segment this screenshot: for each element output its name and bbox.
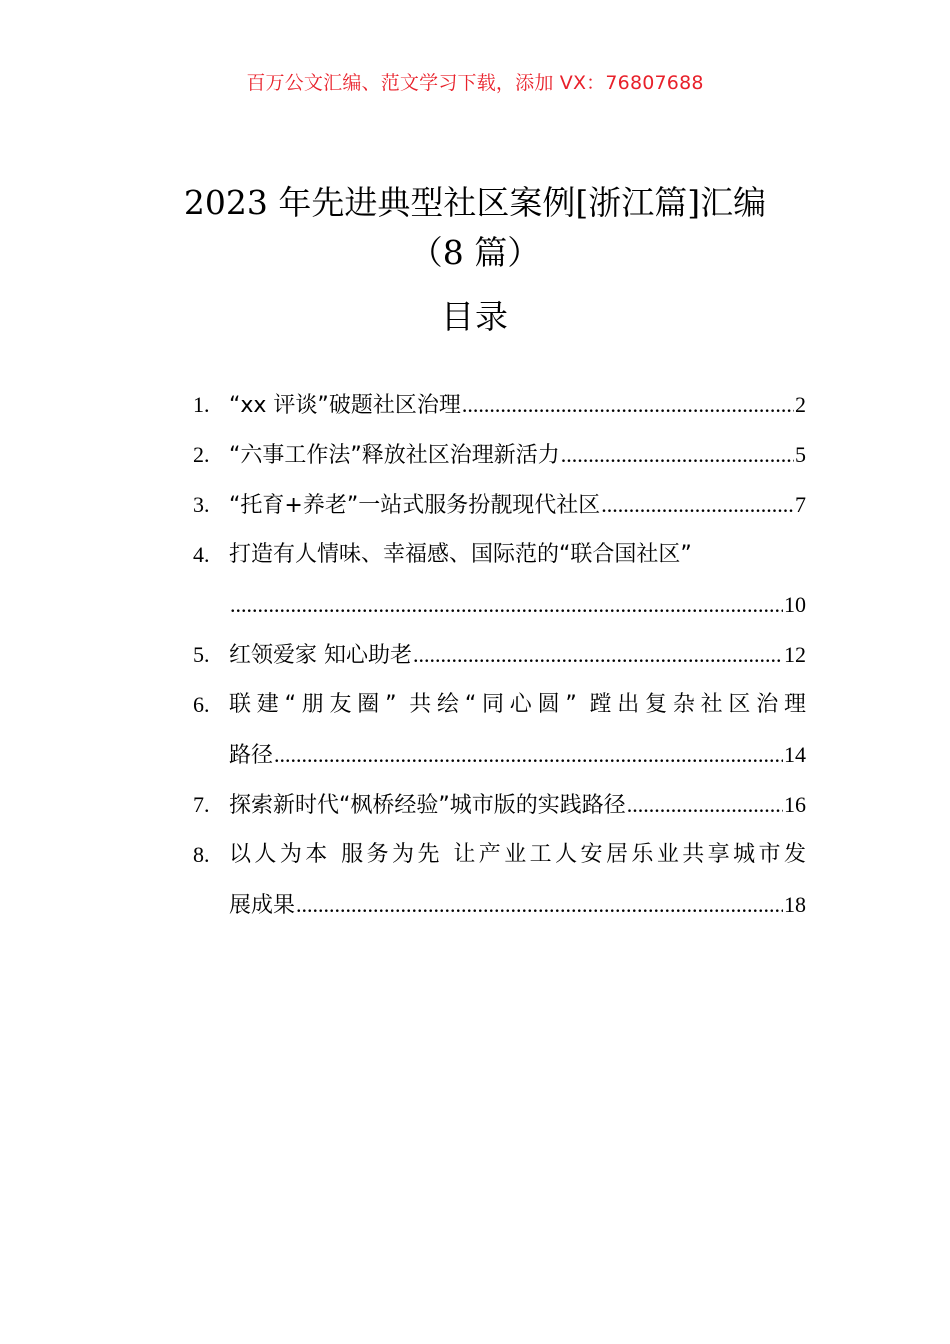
- toc-item-title: 红领爱家 知心助老: [229, 643, 412, 668]
- toc-item[interactable]: [193, 780, 806, 830]
- watermark-banner: 百万公文汇编、范文学习下载，添加 VX：76807688: [246, 72, 704, 94]
- document-subtitle: （8 篇）: [409, 233, 541, 272]
- toc-item-title: 打造有人情味、幸福感、国际范的“联合国社区”: [229, 542, 692, 567]
- toc-item-number: 8.: [193, 842, 210, 867]
- toc-item-number: 3.: [193, 492, 210, 517]
- toc-leader-dots: [230, 580, 783, 630]
- toc-leader-dots: [413, 630, 783, 680]
- toc-item-number: 6.: [193, 692, 210, 717]
- toc-leader-dots: [462, 380, 794, 430]
- toc-item-title: 联建“朋友圈” 共绘“同心圆” 蹚出复杂社区治理: [229, 692, 806, 717]
- toc-item-title: “xx 评谈”破题社区治理: [229, 393, 461, 418]
- toc-item[interactable]: [193, 480, 806, 530]
- toc-leader-dots: [296, 880, 783, 930]
- toc-item[interactable]: [193, 380, 806, 430]
- toc-item-number: 5.: [193, 642, 210, 667]
- toc-heading: 目录: [441, 297, 509, 336]
- toc-item-title-cont: 展成果: [229, 893, 296, 918]
- toc-item[interactable]: [193, 680, 806, 780]
- toc-leader-dots: [627, 780, 783, 830]
- toc-item-title: “六事工作法”释放社区治理新活力: [229, 443, 560, 468]
- toc-item-page: 16: [784, 792, 806, 817]
- toc-leader-dots: [601, 480, 794, 530]
- toc-leader-dots: [561, 430, 794, 480]
- table-of-contents: [193, 380, 806, 930]
- toc-item-page: 14: [784, 742, 806, 767]
- toc-item-page: 7: [795, 492, 806, 517]
- toc-item-title-cont: 路径: [229, 743, 274, 768]
- toc-item-title: 以人为本 服务为先 让产业工人安居乐业共享城市发: [229, 842, 806, 867]
- toc-item[interactable]: [193, 830, 806, 930]
- toc-item-number: 7.: [193, 792, 210, 817]
- toc-leader-dots: [274, 730, 783, 780]
- toc-item[interactable]: [193, 630, 806, 680]
- toc-item-number: 1.: [193, 392, 210, 417]
- toc-item-page: 2: [795, 392, 806, 417]
- toc-item-number: 4.: [193, 542, 210, 567]
- toc-item-title: 探索新时代“枫桥经验”城市版的实践路径: [229, 793, 626, 818]
- toc-item[interactable]: [193, 430, 806, 480]
- title-block: [0, 178, 950, 342]
- toc-item-page: 12: [784, 642, 806, 667]
- toc-item-page: 18: [784, 892, 806, 917]
- toc-item-title: “托育+养老”一站式服务扮靓现代社区: [229, 493, 601, 518]
- toc-item-number: 2.: [193, 442, 210, 467]
- toc-item-page: 5: [795, 442, 806, 467]
- toc-item-page: 10: [784, 592, 806, 617]
- toc-item[interactable]: [193, 530, 806, 630]
- document-title: 2023 年先进典型社区案例[浙江篇]汇编: [183, 183, 767, 222]
